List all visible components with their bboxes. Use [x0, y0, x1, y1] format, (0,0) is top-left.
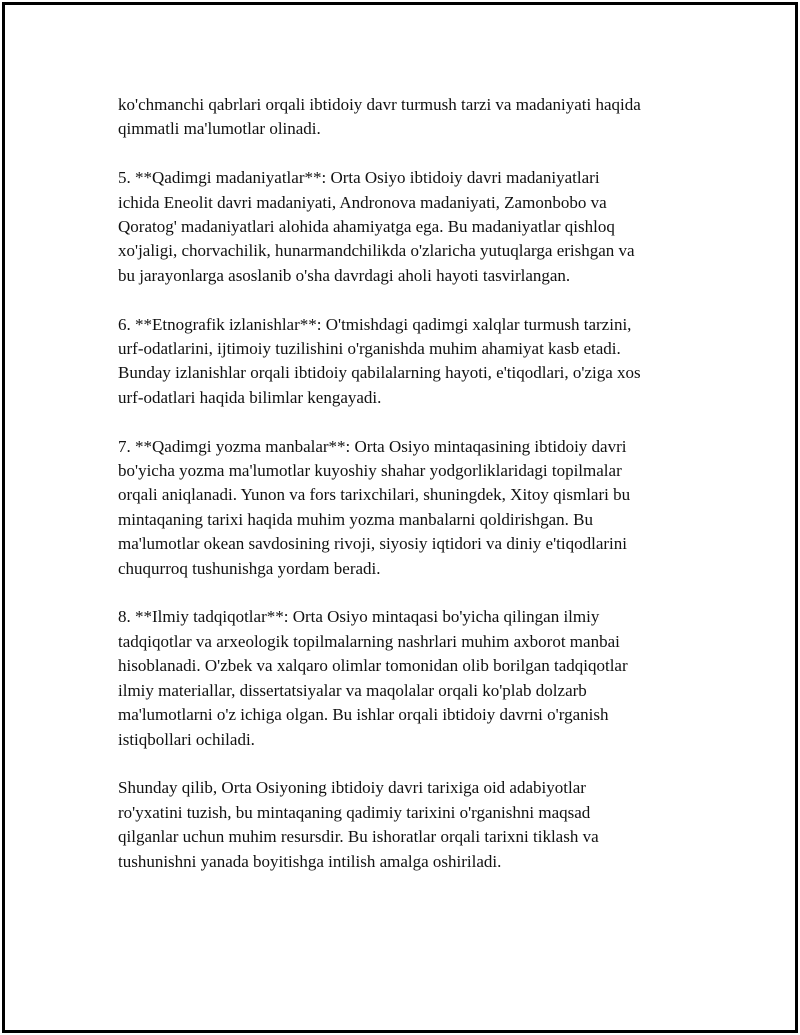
text-line: ma'lumotlar okean savdosining rivoji, siyosiy iqtidori va diniy e'tiqodlarini	[118, 534, 627, 554]
paragraph-intro-continuation	[118, 93, 698, 142]
paragraph-item-6	[118, 313, 698, 411]
text-line: 7. **Qadimgi yozma manbalar**: Orta Osiyo mintaqasining ibtidoiy davri	[118, 436, 627, 456]
text-line: Qoratog' madaniyatlari alohida ahamiyatga ega. Bu madaniyatlar qishloq	[118, 217, 615, 237]
paragraph-item-7	[118, 435, 698, 581]
text-line: ro'yxatini tuzish, bu mintaqaning qadimiy tarixini o'rganishni maqsad	[118, 802, 591, 822]
text-line: ilmiy materiallar, dissertatsiyalar va maqolalar orqali ko'plab dolzarb	[118, 680, 587, 700]
text-line: qilganlar uchun muhim resursdir. Bu ishoratlar orqali tarixni tiklash va	[118, 827, 599, 847]
text-line: 8. **Ilmiy tadqiqotlar**: Orta Osiyo mintaqasi bo'yicha qilingan ilmiy	[118, 607, 600, 627]
text-line: orqali aniqlanadi. Yunon va fors tarixchilari, shuningdek, Xitoy qismlari bu	[118, 485, 631, 505]
text-line: ichida Eneolit davri madaniyati, Andronova madaniyati, Zamonbobo va	[118, 192, 607, 212]
text-line: istiqbollari ochiladi.	[118, 729, 255, 749]
text-line: xo'jaligi, chorvachilik, hunarmandchilikda o'zlaricha yutuqlarga erishgan va	[118, 241, 635, 261]
text-line: mintaqaning tarixi haqida muhim yozma manbalarni qoldirishgan. Bu	[118, 509, 593, 529]
text-line: hisoblanadi. O'zbek va xalqaro olimlar tomonidan olib borilgan tadqiqotlar	[118, 656, 628, 676]
text-line: Bunday izlanishlar orqali ibtidoiy qabilalarning hayoti, e'tiqodlari, o'ziga xos	[118, 363, 641, 383]
text-line: tadqiqotlar va arxeologik topilmalarning nashrlari muhim axborot manbai	[118, 631, 620, 651]
text-line: Shunday qilib, Orta Osiyoning ibtidoiy davri tarixiga oid adabiyotlar	[118, 778, 586, 798]
text-line: 6. **Etnografik izlanishlar**: O'tmishdagi qadimgi xalqlar turmush tarzini,	[118, 314, 632, 334]
text-line: urf-odatlari haqida bilimlar kengayadi.	[118, 387, 382, 407]
text-line: chuqurroq tushunishga yordam beradi.	[118, 558, 381, 578]
paragraph-item-8	[118, 605, 698, 751]
text-line: bu jarayonlarga asoslanib o'sha davrdagi aholi hayoti tasvirlangan.	[118, 265, 571, 285]
text-line: qimmatli ma'lumotlar olinadi.	[118, 119, 321, 139]
text-line: urf-odatlarini, ijtimoiy tuzilishini o'rganishda muhim ahamiyat kasb etadi.	[118, 339, 621, 359]
text-line: tushunishni yanada boyitishga intilish amalga oshiriladi.	[118, 851, 502, 871]
paragraph-conclusion	[118, 776, 698, 874]
text-line: ko'chmanchi qabrlari orqali ibtidoiy davr turmush tarzi va madaniyati haqida	[118, 95, 641, 114]
text-line: ma'lumotlarni o'z ichiga olgan. Bu ishlar orqali ibtidoiy davrni o'rganish	[118, 705, 609, 725]
document-body	[118, 93, 698, 898]
text-line: 5. **Qadimgi madaniyatlar**: Orta Osiyo ibtidoiy davri madaniyatlari	[118, 168, 600, 188]
text-line: bo'yicha yozma ma'lumotlar kuyoshiy shahar yodgorliklaridagi topilmalar	[118, 461, 622, 481]
paragraph-item-5	[118, 166, 698, 288]
